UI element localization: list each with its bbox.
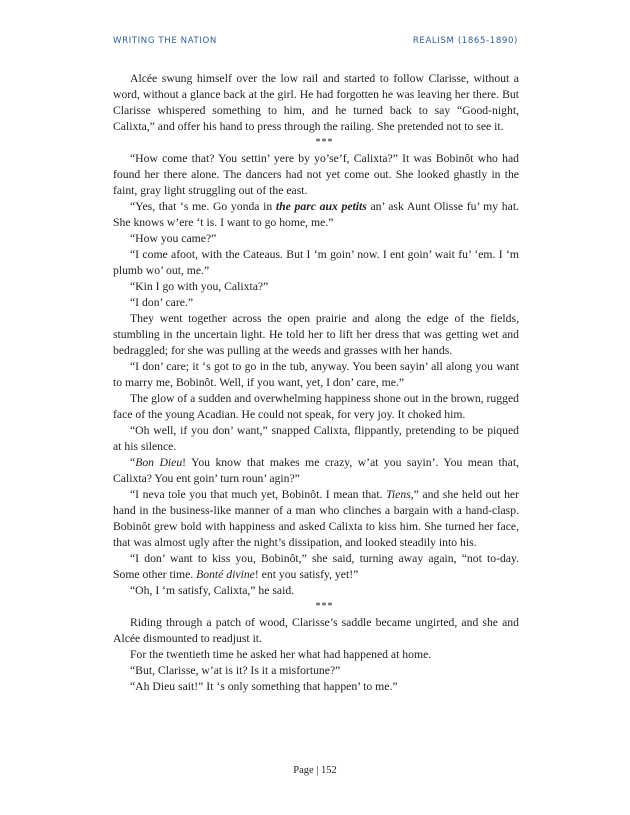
header-book-title: WRITING THE NATION [113,36,217,46]
paragraph [113,487,519,551]
paragraph [113,551,519,583]
paragraph: “I don’ care.” [130,296,194,309]
emphasis: the parc aux petits [275,200,367,213]
paragraph: “I don’ care; it ‘s got to go in the tub, anyway. You been sayin’ all along you want to marry me, Bobinôt. Well, if you want, yet, I don’ care, me.” [113,360,519,389]
paragraph: “Ah Dieu sait!” It ‘s only something that happen’ to me.” [130,680,398,693]
text-run: ,” and she held out her hand in the business-like manner of a man who clinches a bargain with a hand-clasp. Bobinôt grew bold with happiness and asked Calixta to kiss him. She turned her face, that was almost ugly after the night’s dissipation, and looked steadily into his. [113,488,519,549]
text-run: an’ ask Aunt Olisse fu’ my hat. She knows w’ere ‘t is. I want to go home, me.” [113,200,519,229]
text-run: “I don’ want to kiss you, Bobinôt,” she said, turning away again, “not to-day. Some other time. [113,552,519,581]
paragraph: “Oh well, if you don’ want,” snapped Calixta, flippantly, pretending to be piqued at his silence. [113,424,519,453]
paragraph: For the twentieth time he asked her what had happened at home. [130,648,432,661]
page-number: Page | 152 [293,765,337,776]
text-run: “Yes, that ‘s me. Go yonda in [130,200,276,213]
text-run: ! ent you satisfy, yet!” [254,568,359,581]
text-run: ! You know that makes me crazy, w’at you sayin’. You mean that, Calixta? You ent goin’ turn roun’ agin?” [113,456,519,485]
paragraph: “How you came?” [130,232,217,245]
paragraph: “But, Clarisse, w’at is it? Is it a misfortune?” [130,664,341,677]
header-section-title: REALISM (1865-1890) [412,36,518,46]
paragraph: “How come that? You settin’ yere by yo’se’f, Calixta?” It was Bobinôt who had found her there alone. The dancers had not yet come out. She looked ghastly in the faint, gray light struggling out of the east. [113,152,519,197]
paragraph: They went together across the open prairie and along the edge of the fields, stumbling in the uncertain light. He told her to lift her dress that was getting wet and bedraggled; for she was pulling at the weeds and grasses with her hands. [113,312,519,357]
text-run: “I neva tole you that much yet, Bobinôt. I mean that. [130,488,387,501]
paragraph: Riding through a patch of wood, Clarisse’s saddle became ungirted, and she and Alcée dismounted to readjust it. [113,616,519,645]
paragraph [113,199,519,231]
paragraph: The glow of a sudden and overwhelming happiness shone out in the brown, rugged face of the young Acadian. He could not speak, for very joy. It choked him. [113,392,519,421]
emphasis: Bonté divine [196,568,255,581]
running-header [113,36,518,50]
emphasis: Tiens [386,488,411,501]
section-separator: *** [315,137,334,148]
paragraph: Alcée swung himself over the low rail and started to follow Clarisse, without a word, without a glance back at the girl. He had forgotten he was leaving her there. But Clarisse whispered something to him, and he turned back to say “Good-night, Calixta,” and offer his hand to press through the railing. She pretended not to see it. [113,72,519,133]
paragraph: “Oh, I ‘m satisfy, Calixta,” he said. [130,584,295,597]
emphasis: Bon Dieu [135,456,183,469]
story-body [113,71,519,695]
paragraph: “Kin I go with you, Calixta?” [130,280,269,293]
section-separator: *** [315,601,334,612]
paragraph: “I come afoot, with the Cateaus. But I ‘m goin’ now. I ent goin’ wait fu’ ‘em. I ‘m plumb wo’ out, me.” [113,248,519,277]
paragraph: “Bon Dieu! You know that makes me crazy, w’at you sayin’. You mean that, Calixta? You ent goin’ turn roun’ agin?” [113,456,519,485]
